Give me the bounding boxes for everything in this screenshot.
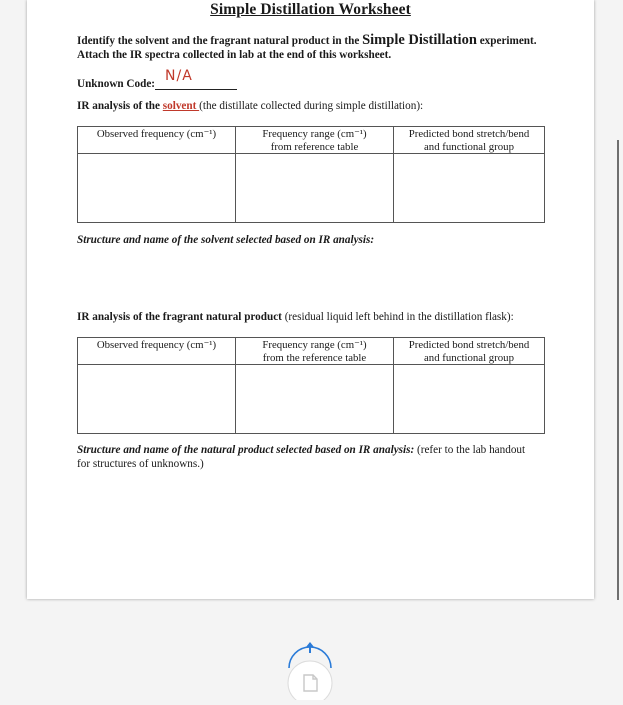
column-header: Frequency range (cm⁻¹) from reference table	[236, 127, 394, 154]
table-row	[78, 365, 545, 434]
column-header: Frequency range (cm⁻¹) from the reference table	[236, 338, 394, 365]
worksheet-page	[27, 0, 594, 599]
instructions: Identify the solvent and the fragrant natural product in the Simple Distillation experiment. Attach the IR spectra collected in lab at the end of this worksheet.	[77, 32, 537, 61]
product-structure-prompt: Structure and name of the natural product selected based on IR analysis: (refer to the lab handout for structures of unknowns.)	[77, 444, 526, 470]
table-cell[interactable]	[394, 365, 545, 434]
column-header: Observed frequency (cm⁻¹)	[78, 127, 236, 154]
table-row	[78, 154, 545, 223]
unknown-code-label: Unknown Code:	[77, 78, 156, 90]
table-cell[interactable]	[78, 154, 236, 223]
page-title: Simple Distillation Worksheet	[210, 1, 411, 18]
table-header-row	[78, 127, 545, 154]
table-cell[interactable]	[236, 154, 394, 223]
upload-icon	[286, 640, 334, 700]
column-header: Predicted bond stretch/bend and functional group	[394, 127, 545, 154]
table-cell[interactable]	[78, 365, 236, 434]
product-section-heading: IR analysis of the fragrant natural product (residual liquid left behind in the distillation flask):	[77, 311, 514, 323]
solvent-section-heading: IR analysis of the solvent (the distillate collected during simple distillation):	[77, 100, 424, 112]
column-header: Predicted bond stretch/bend and functional group	[394, 338, 545, 365]
unknown-code-field	[77, 68, 237, 90]
unknown-code-value: N/A	[165, 68, 193, 84]
column-header: Observed frequency (cm⁻¹)	[78, 338, 236, 365]
table-cell[interactable]	[236, 365, 394, 434]
upload-button[interactable]	[286, 640, 334, 700]
table-header-row	[78, 338, 545, 365]
solvent-ir-table	[77, 126, 545, 223]
table-cell[interactable]	[394, 154, 545, 223]
scrollbar[interactable]	[617, 140, 619, 600]
solvent-structure-prompt: Structure and name of the solvent selected based on IR analysis:	[77, 234, 375, 246]
product-ir-table	[77, 337, 545, 434]
unknown-code-blank[interactable]	[155, 68, 237, 90]
